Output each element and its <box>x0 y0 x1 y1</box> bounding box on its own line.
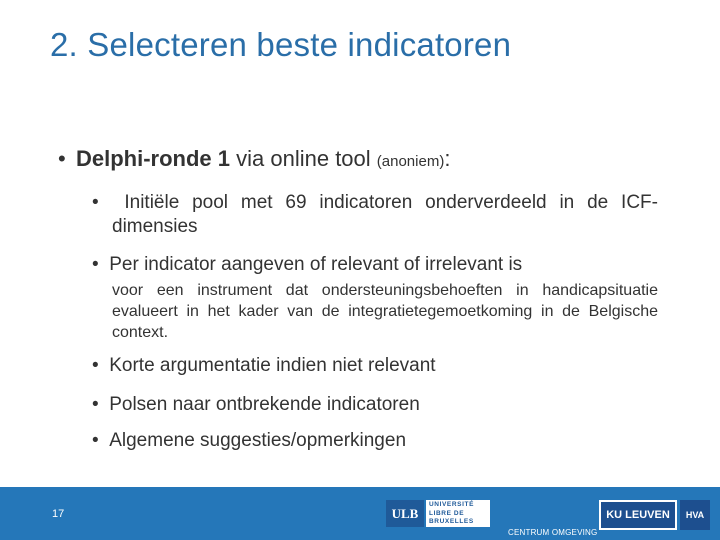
bullet-bold-text: Delphi-ronde 1 <box>76 146 231 171</box>
sub-bullet-text: Per indicator aangeven of relevant of irrelevant is <box>109 254 523 275</box>
sub-bullet-per-indicator <box>92 253 658 277</box>
ku-leuven-logo: KU LEUVEN <box>599 500 677 530</box>
bullet-dot: • <box>92 192 125 213</box>
sub-bullet-algemene <box>92 429 658 453</box>
ulb-logo: ULB <box>386 500 424 527</box>
sub-bullet-text: Algemene suggesties/opmerkingen <box>109 430 407 451</box>
hva-logo: HVA <box>680 500 710 530</box>
ulb-logo-text: UNIVERSITÉ LIBRE DE BRUXELLES <box>426 500 490 527</box>
bullet-small-text: (anoniem) <box>376 153 445 170</box>
bullet-dot: • <box>92 355 110 376</box>
bullet-dot: • <box>92 394 110 415</box>
bullet-text: via online tool <box>230 146 377 171</box>
centrum-label: CENTRUM OMGEVING <box>508 528 598 537</box>
sub-bullet-polsen <box>92 393 658 417</box>
sub-bullet-initiele-pool <box>92 191 658 239</box>
sub-bullet-text: Korte argumentatie indien niet relevant <box>109 355 436 376</box>
bullet-suffix: : <box>444 146 451 171</box>
bullet-delphi-ronde <box>58 146 450 172</box>
sub-bullet-korte-argumentatie <box>92 354 658 378</box>
sub-paragraph: voor een instrument dat ondersteuningsbehoeften in handicapsituatie evalueert in het kader van de integratietegemoetkoming in de Belgische context. <box>112 282 658 341</box>
bullet-dot: • <box>92 430 110 451</box>
sub-bullet-text: Initiële pool met 69 indicatoren onderverdeeld in de ICF-dimensies <box>112 192 658 237</box>
bullet-dot: • <box>92 254 110 275</box>
bullet-dot: • <box>58 146 66 171</box>
slide-title: 2. Selecteren beste indicatoren <box>50 26 512 63</box>
page-number: 17 <box>52 508 65 520</box>
sub-bullet-text: Polsen naar ontbrekende indicatoren <box>109 394 420 415</box>
